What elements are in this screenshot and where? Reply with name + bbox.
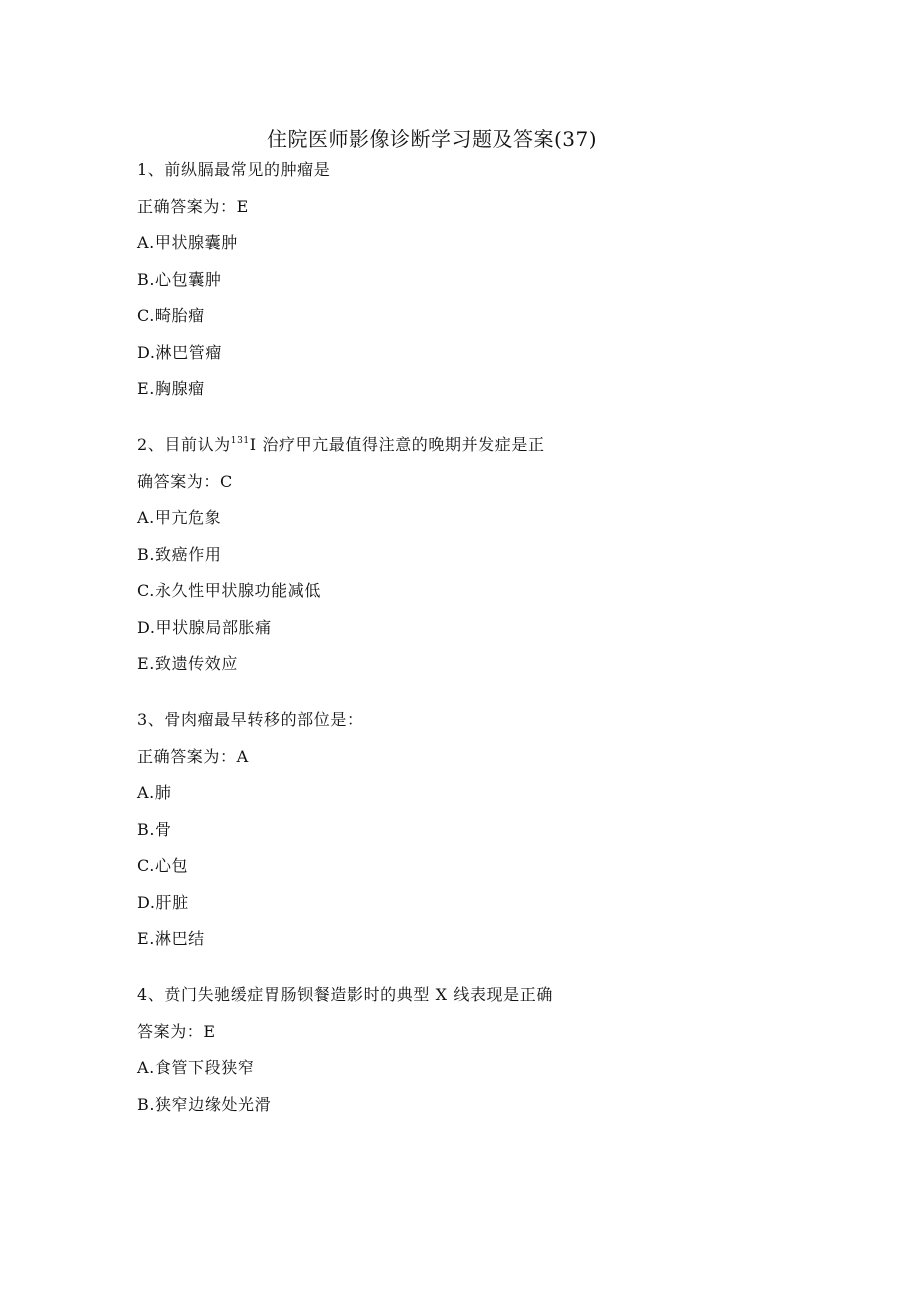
question-stem: 3、骨肉瘤最早转移的部位是： xyxy=(137,710,364,729)
option-b: B.狭窄边缘处光滑 xyxy=(137,1094,272,1114)
option-e: E.淋巴结 xyxy=(137,929,205,948)
question-4 xyxy=(137,985,617,1115)
option-c: C.畸胎瘤 xyxy=(137,306,205,325)
option-a: A.肺 xyxy=(137,783,172,802)
document-title: 住院医师影像诊断学习题及答案(37) xyxy=(266,127,598,151)
answer-line: 答案为：E xyxy=(137,1021,216,1041)
option-b: B.骨 xyxy=(137,819,172,839)
stem-text-after: I 治疗甲亢最值得注意的晚期并发症是正 xyxy=(249,435,545,454)
question-stem: 1、前纵膈最常见的肿瘤是 xyxy=(137,160,331,179)
option-b: B.心包囊肿 xyxy=(137,269,222,289)
question-3 xyxy=(137,710,617,949)
question-stem xyxy=(137,435,617,455)
option-d: D.淋巴管瘤 xyxy=(137,342,222,362)
option-a: A.食管下段狭窄 xyxy=(137,1058,255,1077)
answer-line: 正确答案为：A xyxy=(137,746,249,766)
option-a: A.甲状腺囊肿 xyxy=(137,233,238,252)
answer-line: 正确答案为：E xyxy=(137,196,249,216)
question-stem: 4、贲门失驰缓症胃肠钡餐造影时的典型 X 线表现是正确 xyxy=(137,985,553,1004)
option-c: C.永久性甲状腺功能减低 xyxy=(137,581,321,600)
option-a: A.甲亢危象 xyxy=(137,508,222,527)
answer-line: 确答案为：C xyxy=(137,471,233,491)
option-e: E.致遗传效应 xyxy=(137,654,238,673)
isotope-superscript: 131 xyxy=(230,436,250,446)
question-list xyxy=(137,160,617,1151)
option-e: E.胸腺瘤 xyxy=(137,379,205,398)
option-c: C.心包 xyxy=(137,856,189,875)
question-2 xyxy=(137,435,617,674)
question-1 xyxy=(137,160,617,399)
stem-text-before: 2、目前认为 xyxy=(137,435,231,454)
option-d: D.甲状腺局部胀痛 xyxy=(137,617,272,637)
option-d: D.肝脏 xyxy=(137,892,189,912)
option-b: B.致癌作用 xyxy=(137,544,222,564)
